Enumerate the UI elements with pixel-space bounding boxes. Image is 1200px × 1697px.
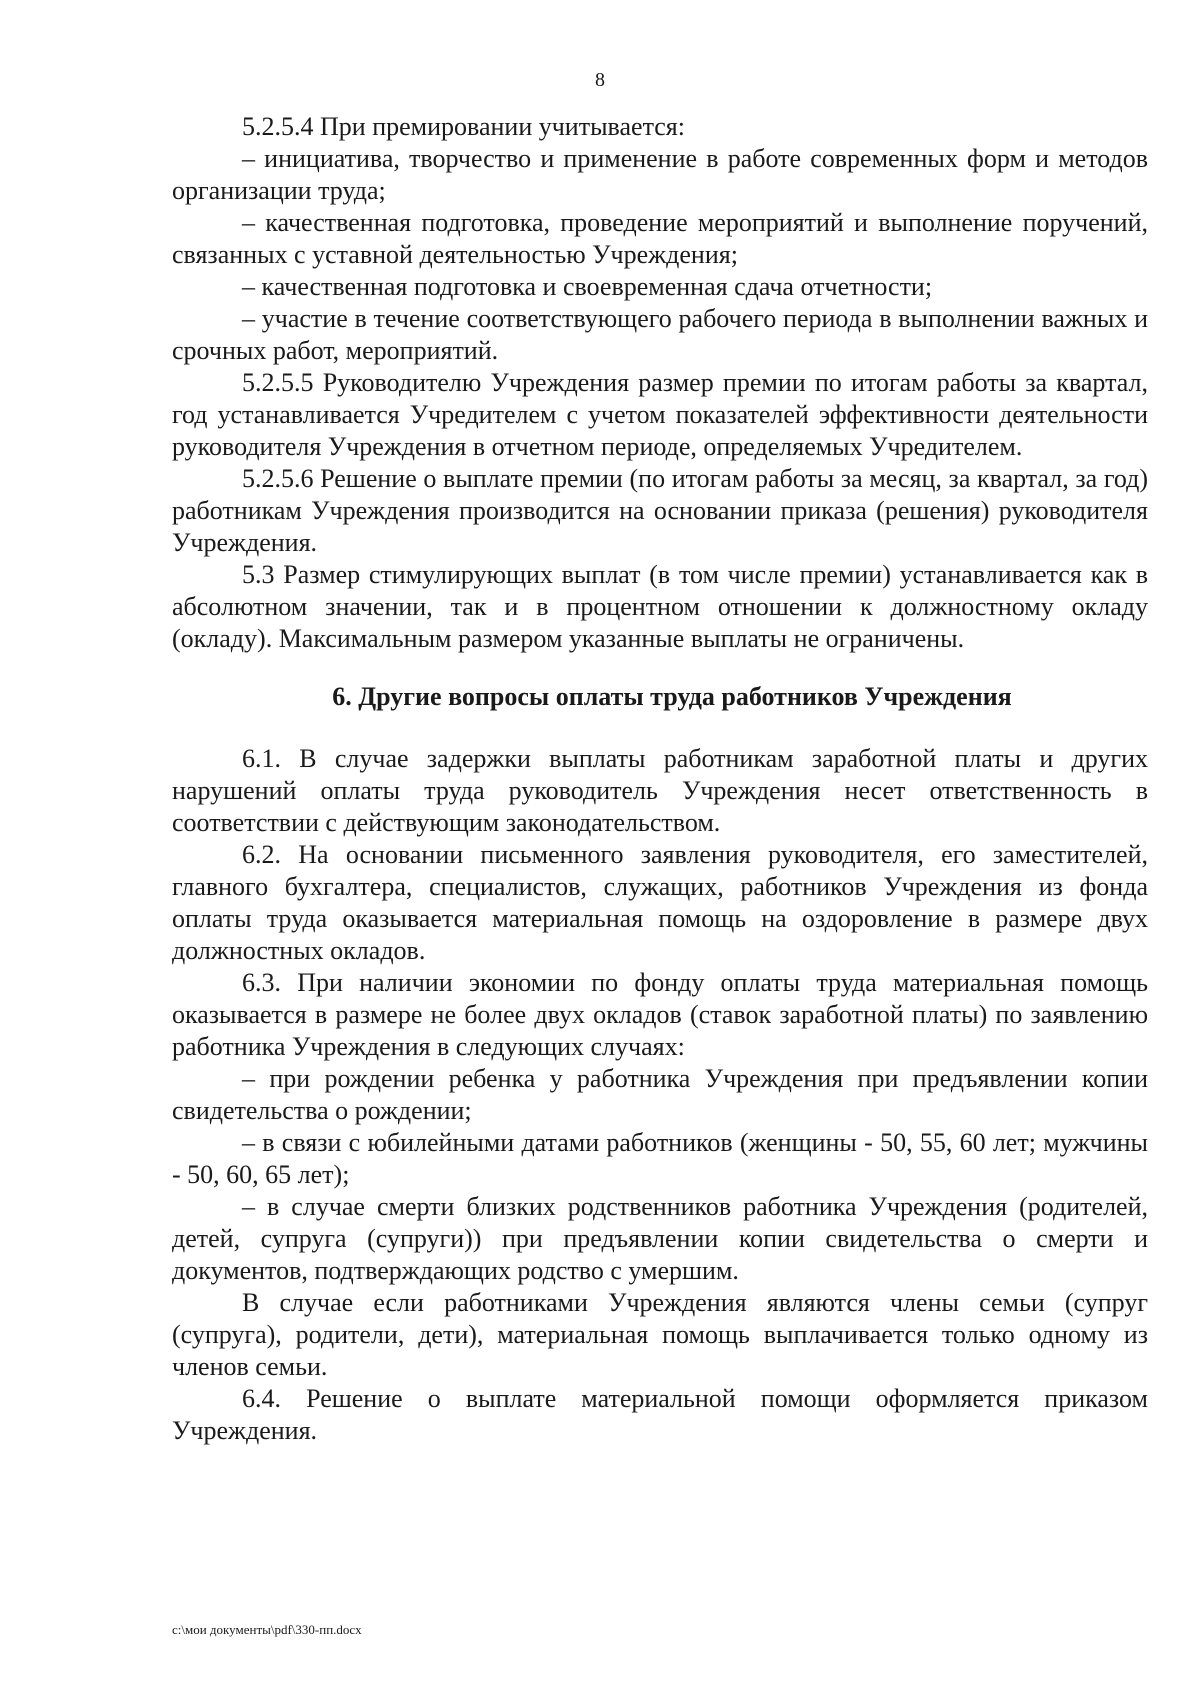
section-6-heading: 6. Другие вопросы оплаты труда работников Учреждения xyxy=(332,682,1012,711)
paragraph-5-2-5-4: 5.2.5.4 При премировании учитывается: xyxy=(242,112,685,141)
paragraph-5-3: 5.3 Размер стимулирующих выплат (в том числе премии) устанавливается как в абсолютном значении, так и в процентном отношении к должностному окладу (окладу). Максимальным размером указанные выплаты не ограничены. xyxy=(172,560,1148,653)
list-item-reporting: – качественная подготовка и своевременная сдача отчетности; xyxy=(242,272,933,301)
list-item-urgent-work: – участие в течение соответствующего рабочего периода в выполнении важных и срочных работ, мероприятий. xyxy=(172,304,1148,365)
paragraph-family-members: В случае если работниками Учреждения являются члены семьи (супруг (супруга), родители, дети), материальная помощь выплачивается только одному из членов семьи. xyxy=(172,1288,1148,1381)
page-number: 8 xyxy=(595,69,605,91)
footer-file-path: c:\мои документы\pdf\330-пп.docx xyxy=(172,1622,362,1637)
paragraph-6-4: 6.4. Решение о выплате материальной помощи оформляется приказом Учреждения. xyxy=(172,1384,1148,1445)
paragraph-5-2-5-5: 5.2.5.5 Руководителю Учреждения размер премии по итогам работы за квартал, год устанавливается Учредителем с учетом показателей эффективности деятельности руководителя Учреждения в отчетном периоде, определяемых Учредителем. xyxy=(172,368,1148,461)
list-item-child-birth: – при рождении ребенка у работника Учреждения при предъявлении копии свидетельства о рождении; xyxy=(172,1064,1148,1125)
list-item-initiative: – инициатива, творчество и применение в работе современных форм и методов организации труда; xyxy=(172,144,1148,205)
paragraph-5-2-5-6: 5.2.5.6 Решение о выплате премии (по итогам работы за месяц, за квартал, за год) работникам Учреждения производится на основании приказа (решения) руководителя Учреждения. xyxy=(172,464,1148,557)
paragraph-6-2: 6.2. На основании письменного заявления руководителя, его заместителей, главного бухгалтера, специалистов, служащих, работников Учреждения из фонда оплаты труда оказывается материальная помощь на оздоровление в размере двух должностных окладов. xyxy=(172,840,1148,965)
list-item-relative-death: – в случае смерти близких родственников работника Учреждения (родителей, детей, супруга (супруги)) при предъявлении копии свидетельства о смерти и документов, подтверждающих родство с умершим. xyxy=(172,1192,1148,1285)
list-item-anniversary: – в связи с юбилейными датами работников (женщины - 50, 55, 60 лет; мужчины - 50, 60, 65 лет); xyxy=(172,1128,1148,1189)
list-item-quality-preparation: – качественная подготовка, проведение мероприятий и выполнение поручений, связанных с уставной деятельностью Учреждения; xyxy=(172,208,1148,269)
paragraph-6-1: 6.1. В случае задержки выплаты работникам заработной платы и других нарушений оплаты труда руководитель Учреждения несет ответственность в соответствии с действующим законодательством. xyxy=(172,744,1148,837)
document-body xyxy=(172,111,1148,1447)
paragraph-6-3: 6.3. При наличии экономии по фонду оплаты труда материальная помощь оказывается в размере не более двух окладов (ставок заработной платы) по заявлению работника Учреждения в следующих случаях: xyxy=(172,968,1148,1061)
